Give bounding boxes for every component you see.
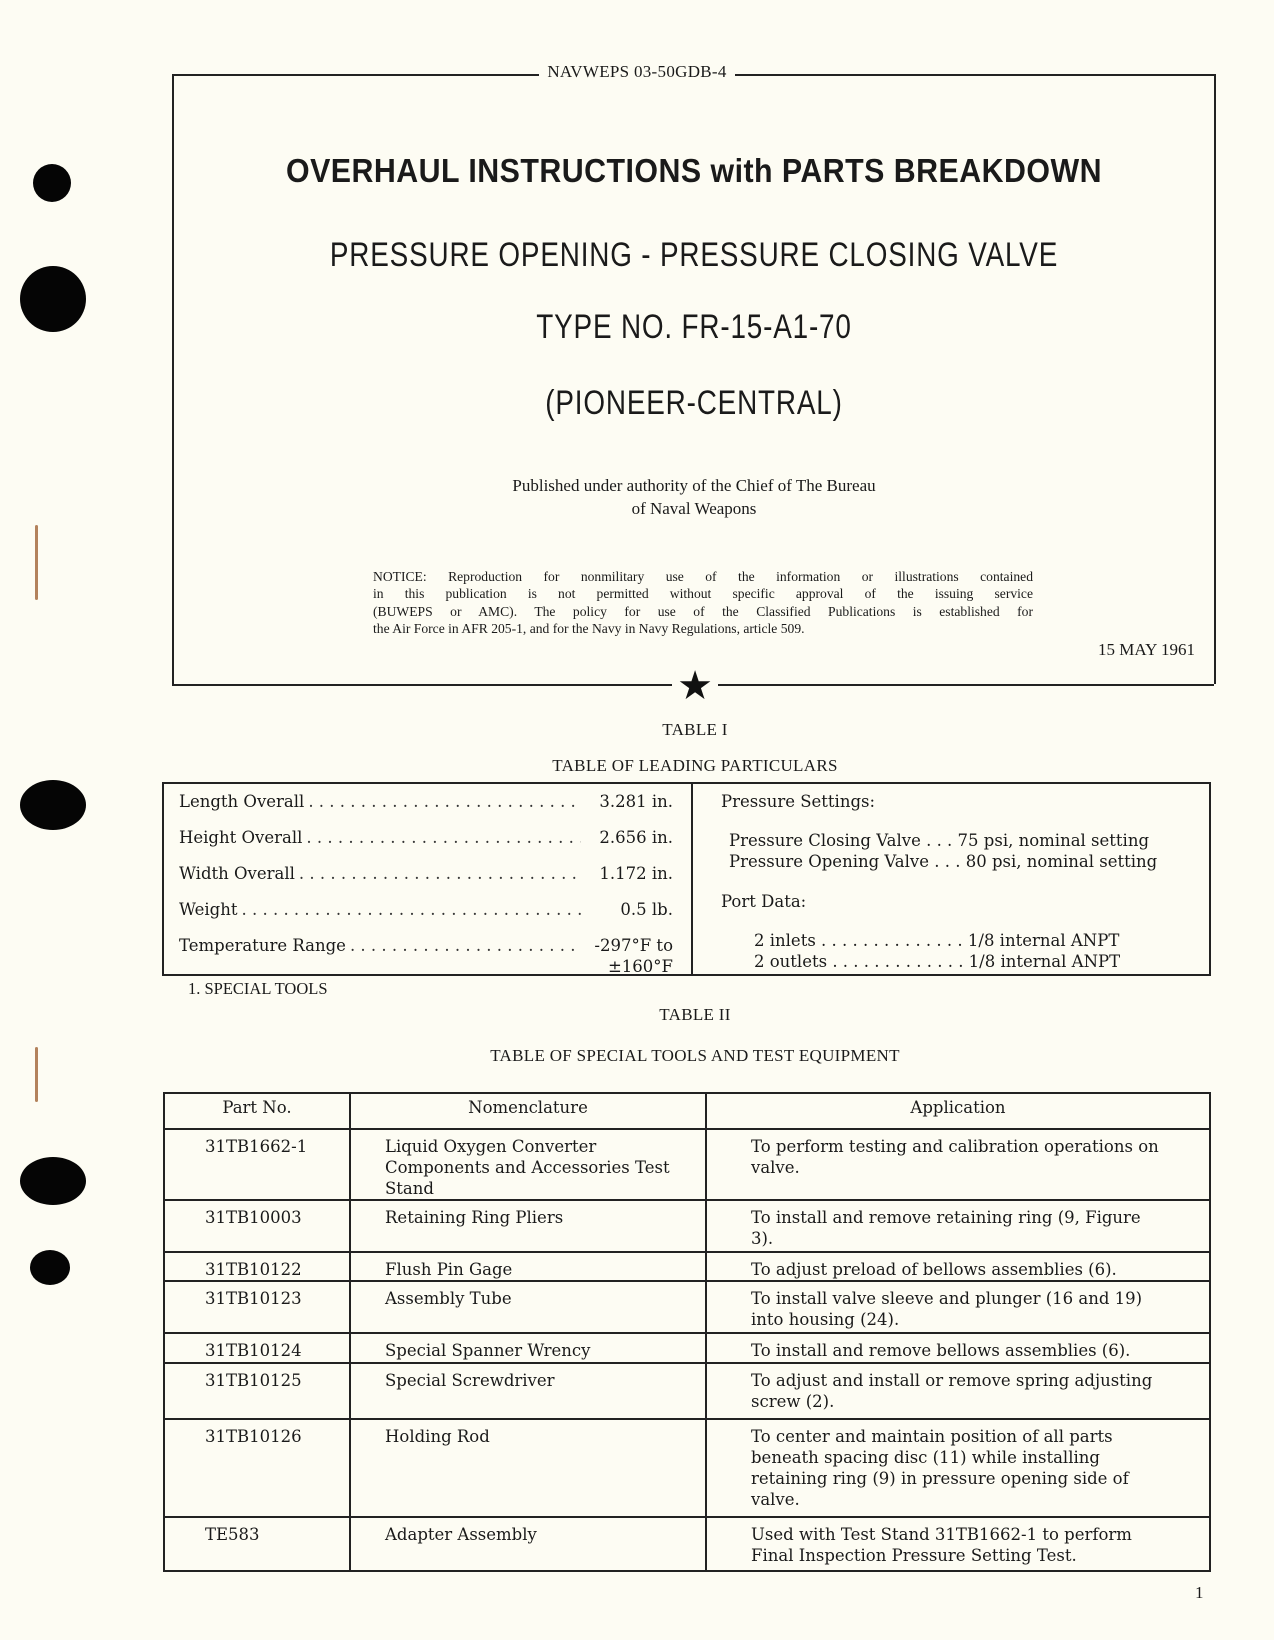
application: To install valve sleeve and plunger (16 and 19) into housing (24). — [706, 1281, 1210, 1333]
table-row — [164, 1200, 1210, 1252]
table-row — [164, 1252, 1210, 1281]
part-number: 31TB10126 — [164, 1419, 350, 1517]
part-number: 31TB10122 — [164, 1252, 350, 1281]
leader-dots — [302, 828, 581, 864]
application: To perform testing and calibration operations on valve. — [706, 1129, 1210, 1200]
notice-paragraph — [373, 568, 1033, 637]
nomenclature: Retaining Ring Pliers — [350, 1200, 706, 1252]
table-row — [164, 1129, 1210, 1200]
part-number: 31TB10123 — [164, 1281, 350, 1333]
particular-value: 3.281 in. — [599, 792, 673, 811]
binder-hole-5 — [30, 1250, 70, 1285]
port-data-heading: Port Data: — [721, 892, 807, 911]
part-number: 31TB10003 — [164, 1200, 350, 1252]
application: To install and remove retaining ring (9, Figure 3). — [706, 1200, 1210, 1252]
pressure-setting-row: Pressure Opening Valve . . . 80 psi, nominal setting — [729, 852, 1158, 871]
port-data-row: 2 inlets . . . . . . . . . . . . . . 1/8 internal ANPT — [754, 931, 1120, 950]
scan-stain — [35, 525, 38, 600]
main-title: OVERHAUL INSTRUCTIONS with PARTS BREAKDOWN — [285, 152, 1102, 189]
particular-row — [179, 792, 691, 828]
table-row — [164, 1333, 1210, 1363]
page-number: 1 — [1195, 1583, 1204, 1602]
section-heading: 1. SPECIAL TOOLS — [188, 979, 328, 998]
binder-hole-4 — [20, 1157, 86, 1205]
particular-row — [179, 828, 691, 864]
column-header-part-no: Part No. — [164, 1093, 350, 1129]
table1-number: TABLE I — [662, 720, 728, 739]
nomenclature: Special Spanner Wrency — [350, 1333, 706, 1363]
pressure-settings-heading: Pressure Settings: — [721, 792, 876, 811]
manufacturer: (PIONEER-CENTRAL) — [545, 384, 843, 422]
particular-row — [179, 864, 691, 900]
nomenclature: Assembly Tube — [350, 1281, 706, 1333]
particular-row — [179, 900, 691, 936]
type-number: TYPE NO. FR-15-A1-70 — [536, 308, 852, 346]
leading-particulars-table — [162, 782, 1211, 976]
settings-column — [693, 784, 1209, 974]
particular-value: -297°F to — [594, 936, 673, 955]
notice-line: the Air Force in AFR 205-1, and for the Navy in Navy Regulations, article 509. — [373, 620, 805, 636]
particular-label: Temperature Range — [179, 936, 346, 955]
binder-hole-3 — [20, 780, 86, 830]
particular-value: 0.5 lb. — [620, 900, 673, 919]
application: Used with Test Stand 31TB1662-1 to perform Final Inspection Pressure Setting Test. — [706, 1517, 1210, 1571]
application: To install and remove bellows assemblies (6). — [706, 1333, 1210, 1363]
binder-hole-2 — [20, 266, 86, 332]
notice-line: in this publication is not permitted without specific approval of the issuing service — [373, 586, 1033, 602]
nomenclature: Flush Pin Gage — [350, 1252, 706, 1281]
particular-value-continued: ±160°F — [607, 957, 673, 976]
table-row — [164, 1363, 1210, 1419]
table2-title: TABLE OF SPECIAL TOOLS AND TEST EQUIPMENT — [490, 1046, 900, 1065]
nomenclature: Adapter Assembly — [350, 1517, 706, 1571]
nomenclature: Holding Rod — [350, 1419, 706, 1517]
port-data-row: 2 outlets . . . . . . . . . . . . . 1/8 internal ANPT — [754, 952, 1121, 971]
authority-line: of Naval Weapons — [631, 499, 757, 518]
authority-line: Published under authority of the Chief of The Bureau — [512, 476, 876, 495]
part-number: 31TB10124 — [164, 1333, 350, 1363]
table2-number: TABLE II — [659, 1005, 731, 1024]
leader-dots — [346, 936, 581, 972]
notice-line: (BUWEPS or AMC). The policy for use of the Classified Publications is established for — [373, 603, 1033, 619]
nomenclature: Liquid Oxygen Converter Components and Accessories Test Stand — [350, 1129, 706, 1200]
dimensions-column — [164, 784, 693, 974]
leader-dots — [237, 900, 581, 936]
issue-date: 15 MAY 1961 — [1098, 640, 1195, 659]
column-header-nomenclature: Nomenclature — [350, 1093, 706, 1129]
table1-title: TABLE OF LEADING PARTICULARS — [552, 756, 838, 775]
valve-title: PRESSURE OPENING - PRESSURE CLOSING VALVE — [329, 236, 1059, 274]
particular-label: Length Overall — [179, 792, 305, 811]
pressure-setting-row: Pressure Closing Valve . . . 75 psi, nominal setting — [729, 831, 1150, 850]
nomenclature: Special Screwdriver — [350, 1363, 706, 1419]
notice-line: NOTICE: Reproduction for nonmilitary use of the information or illustrations contained — [373, 569, 1033, 584]
authority-statement — [172, 474, 1216, 520]
table-row — [164, 1419, 1210, 1517]
part-number: 31TB10125 — [164, 1363, 350, 1419]
leader-dots — [295, 864, 581, 900]
particular-label: Height Overall — [179, 828, 303, 847]
particular-value: 2.656 in. — [599, 828, 673, 847]
special-tools-table — [163, 1092, 1211, 1572]
table-row — [164, 1281, 1210, 1333]
particular-label: Width Overall — [179, 864, 295, 883]
table-row — [164, 1517, 1210, 1571]
star-icon: ★ — [672, 666, 718, 706]
particular-value: 1.172 in. — [599, 864, 673, 883]
application: To adjust and install or remove spring adjusting screw (2). — [706, 1363, 1210, 1419]
leader-dots — [304, 792, 581, 828]
part-number: TE583 — [164, 1517, 350, 1571]
application: To center and maintain position of all parts beneath spacing disc (11) while installing retaining ring (9) in pressure opening side of valve. — [706, 1419, 1210, 1517]
particular-label: Weight — [179, 900, 238, 919]
part-number: 31TB1662-1 — [164, 1129, 350, 1200]
column-header-application: Application — [706, 1093, 1210, 1129]
binder-hole-1 — [33, 164, 71, 202]
table-header-row — [164, 1093, 1210, 1129]
application: To adjust preload of bellows assemblies (6). — [706, 1252, 1210, 1281]
document-number: NAVWEPS 03-50GDB-4 — [0, 62, 1274, 82]
